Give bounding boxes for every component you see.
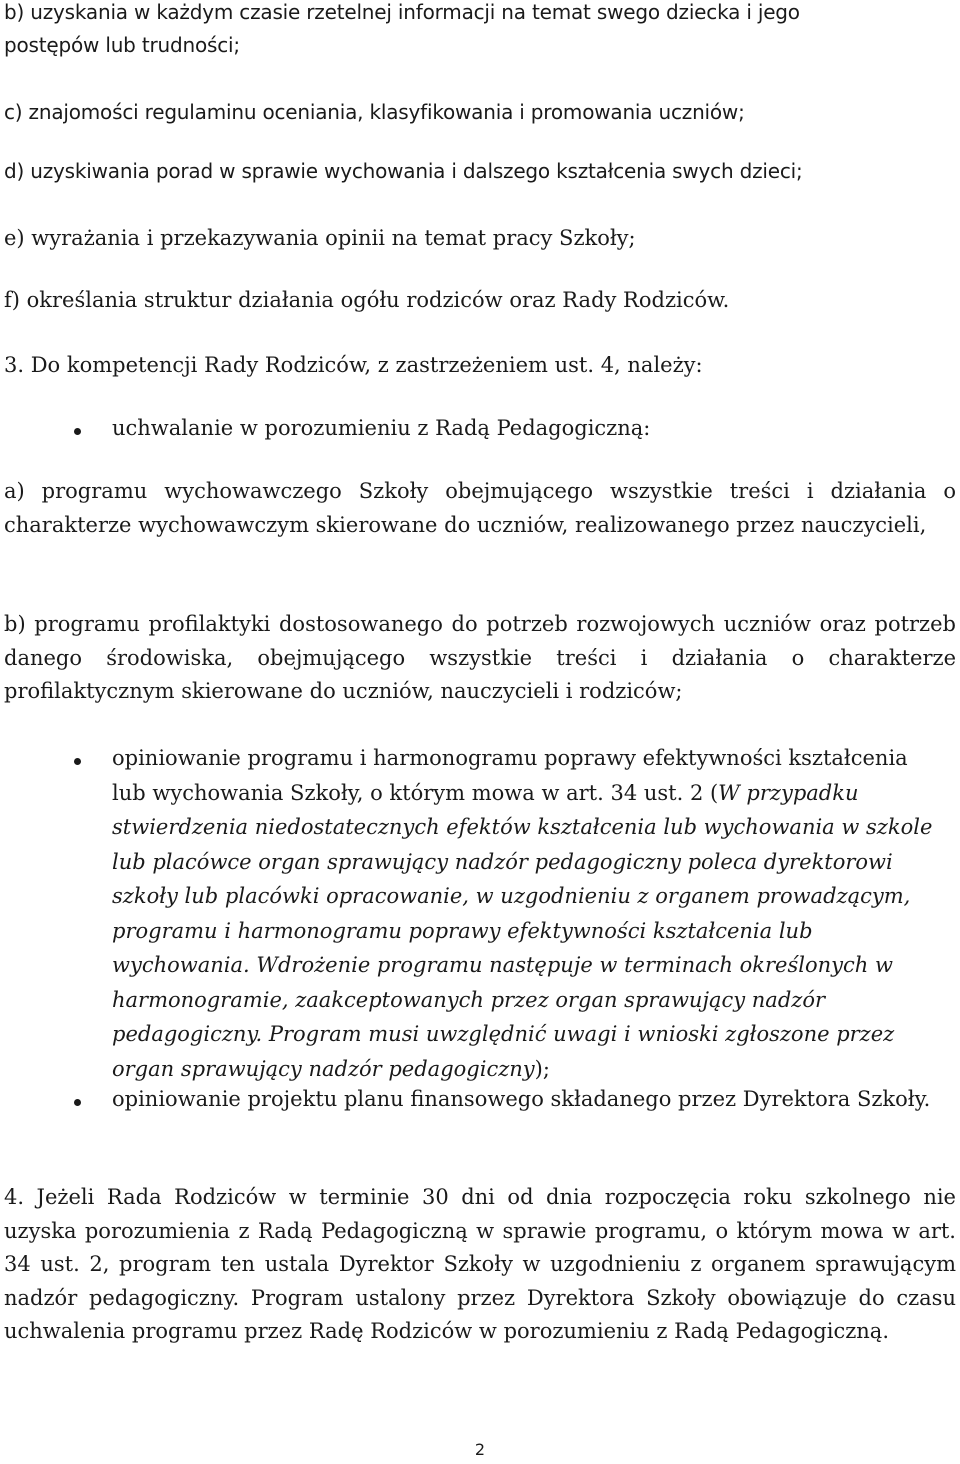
bullet-icon	[74, 758, 81, 765]
program-a-paragraph: a) programu wychowawczego Szkoły obejmującego wszystkie treści i działania o charakterze wychowawczym skierowane do uczniów, realizowanego przez nauczycieli,	[4, 479, 956, 537]
item-3-heading: 3. Do kompetencji Rady Rodziców, z zastrzeżeniem ust. 4, należy:	[4, 353, 703, 377]
text-line-f: f) określania struktur działania ogółu rodziców oraz Rady Rodziców.	[4, 288, 730, 312]
bullet-lead-text: opiniowanie programu i harmonogramu poprawy efektywności kształcenia lub wychowania Szkoły, o którym mowa w art. 34 ust. 2 (	[112, 746, 908, 805]
text-line-b-2: postępów lub trudności;	[4, 33, 240, 57]
bullet-icon	[74, 428, 81, 435]
bullet-item-label: uchwalanie w porozumieniu z Radą Pedagogiczną:	[112, 416, 651, 440]
text-line-c: c) znajomości regulaminu oceniania, klasyfikowania i promowania uczniów;	[4, 100, 745, 124]
bullet-item-label: opiniowanie projektu planu finansowego składanego przez Dyrektora Szkoły.	[112, 1087, 931, 1111]
bullet-item-text	[112, 741, 942, 1086]
text-line-e: e) wyrażania i przekazywania opinii na temat pracy Szkoły;	[4, 226, 636, 250]
page-number: 2	[474, 1440, 486, 1459]
item-4-paragraph: 4. Jeżeli Rada Rodziców w terminie 30 dni od dnia rozpoczęcia roku szkolnego nie uzyska porozumienia z Radą Pedagogiczną w sprawie programu, o którym mowa w art. 34 ust. 2, program ten ustala Dyrektor Szkoły w uzgodnieniu z organem sprawującym nadzór pedagogiczny. Program ustalony przez Dyrektora Szkoły obowiązuje do czasu uchwalenia programu przez Radę Rodziców w porozumieniu z Radą Pedagogiczną.	[4, 1185, 956, 1343]
text-line-d: d) uzyskiwania porad w sprawie wychowania i dalszego kształcenia swych dzieci;	[4, 159, 803, 183]
bullet-icon	[74, 1099, 81, 1106]
program-b-paragraph: b) programu profilaktyki dostosowanego do potrzeb rozwojowych uczniów oraz potrzeb danego środowiska, obejmującego wszystkie treści i działania o charakterze profilaktycznym skierowane do uczniów, nauczycieli i rodziców;	[4, 612, 956, 703]
bullet-tail-text: );	[534, 1056, 550, 1081]
bullet-italic-quote: W przypadku stwierdzenia niedostatecznych efektów kształcenia lub wychowania w szkole lub placówce organ sprawujący nadzór pedagogiczny poleca dyrektorowi szkoły lub placówki opracowanie, w uzgodnieniu z organem prowadzącym, programu i harmonogramu poprawy efektywności kształcenia lub wychowania. Wdrożenie programu następuje w terminach określonych w harmonogramie, zaakceptowanych przez organ sprawujący nadzór pedagogiczny. Program musi uwzględnić uwagi i wnioski zgłoszone przez organ sprawujący nadzór pedagogiczny	[112, 780, 933, 1081]
text-line-b-1: b) uzyskania w każdym czasie rzetelnej informacji na temat swego dziecka i jego	[4, 0, 800, 24]
